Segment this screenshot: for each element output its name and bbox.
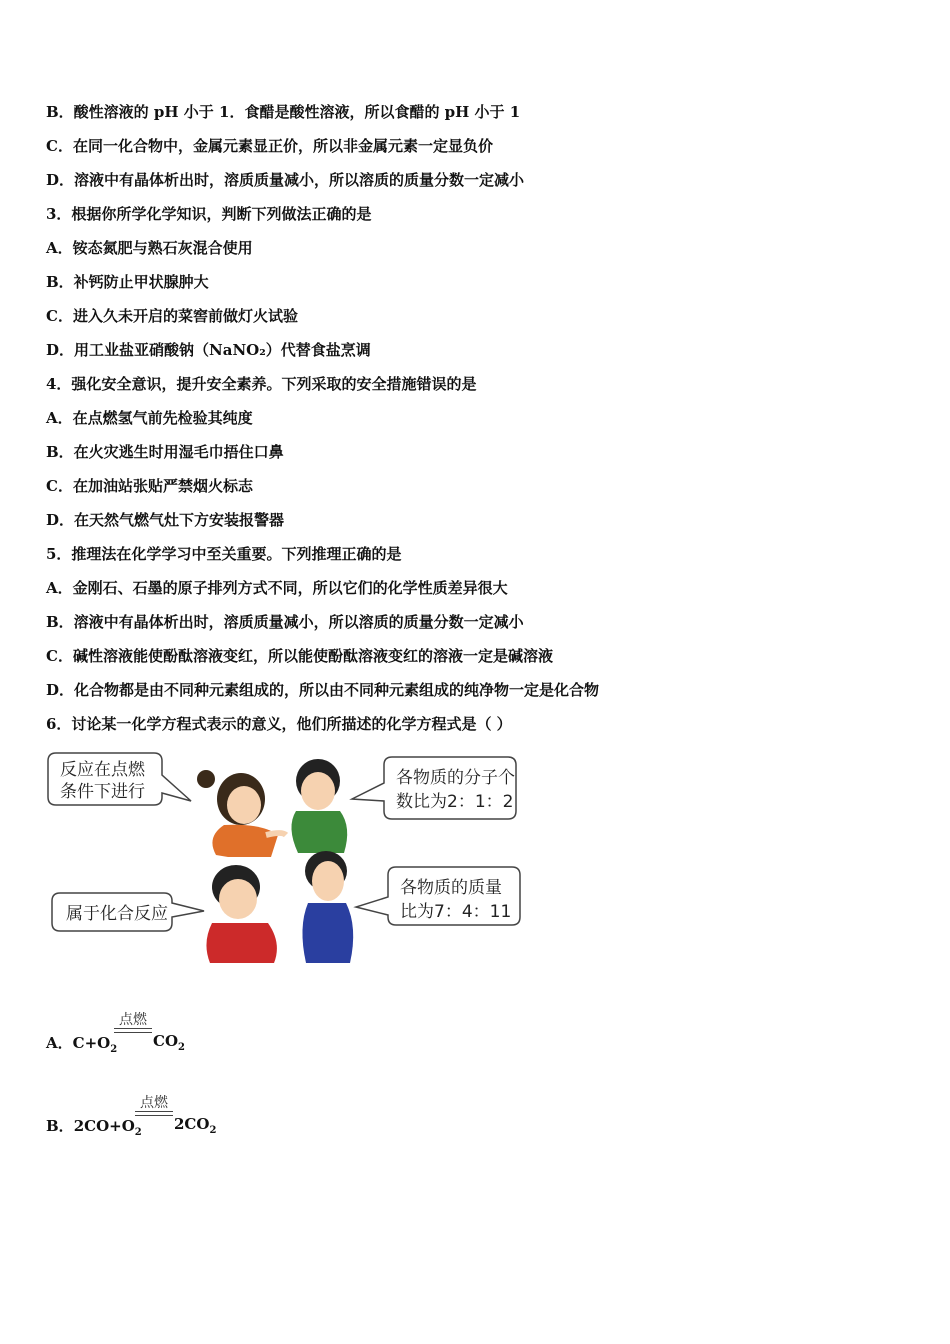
question-stem: 6．讨论某一化学方程式表示的意义，他们所描述的化学方程式是（ ） (46, 715, 512, 733)
option-text: C．碱性溶液能使酚酞溶液变红，所以能使酚酞溶液变红的溶液一定是碱溶液 (46, 647, 553, 665)
bubble-text: 比为7：4：11 (400, 902, 512, 922)
subscript: 2 (178, 1042, 185, 1053)
reactants: 2CO+O (73, 1117, 135, 1135)
reaction-condition: 点燃 (119, 1012, 147, 1028)
option-text: A．铵态氮肥与熟石灰混合使用 (46, 239, 253, 257)
option-text: A．金刚石、石墨的原子排列方式不同，所以它们的化学性质差异很大 (46, 579, 508, 597)
discussion-illustration (46, 747, 532, 969)
bubble-text: 各物质的质量 (400, 878, 502, 898)
option-text: C．在同一化合物中，金属元素显正价，所以非金属元素一定显负价 (46, 137, 493, 155)
option-text: D．在天然气燃气灶下方安装报警器 (46, 511, 285, 529)
bubble-text: 条件下进行 (60, 782, 145, 802)
girl-figure (197, 770, 286, 857)
question-stem: 5．推理法在化学学习中至关重要。下列推理正确的是 (46, 545, 402, 563)
equals-sign (114, 1028, 152, 1033)
option-text: D．溶液中有晶体析出时，溶质质量减小，所以溶质的质量分数一定减小 (46, 171, 525, 189)
reaction-condition: 点燃 (140, 1095, 168, 1111)
speech-bubble-4 (356, 867, 520, 925)
option-text: C．进入久未开启的菜窖前做灯火试验 (46, 307, 298, 325)
option-text: B．补钙防止甲状腺肿大 (46, 273, 209, 291)
subscript: 2 (209, 1125, 217, 1136)
speech-bubble-2 (352, 757, 516, 819)
subscript: 2 (134, 1127, 142, 1138)
question-stem: 3．根据你所学化学知识，判断下列做法正确的是 (46, 205, 372, 223)
subscript: 2 (110, 1044, 118, 1055)
product: 2CO (174, 1115, 210, 1133)
boy-figure-green (291, 759, 347, 853)
boy-figure-red (206, 865, 276, 963)
bubble-text: 数比为2：1：2 (396, 792, 514, 812)
equals-sign (135, 1111, 173, 1116)
option-text: C．在加油站张贴严禁烟火标志 (46, 477, 253, 495)
option-text: D．用工业盐亚硝酸钠（NaNO₂）代替食盐烹调 (46, 341, 371, 359)
bubble-text: 反应在点燃 (60, 760, 145, 780)
bubble-text: 各物质的分子个 (396, 768, 515, 788)
reactants: C+O (72, 1034, 111, 1052)
option-text: D．化合物都是由不同种元素组成的，所以由不同种元素组成的纯净物一定是化合物 (46, 681, 600, 699)
man-figure-blue (302, 851, 353, 963)
option-text: B．在火灾逃生时用湿毛巾捂住口鼻 (46, 443, 284, 461)
option-text: B．溶液中有晶体析出时，溶质质量减小，所以溶质的质量分数一定减小 (46, 613, 524, 631)
speech-bubble-1 (48, 753, 191, 805)
question-stem: 4．强化安全意识，提升安全素养。下列采取的安全措施错误的是 (46, 375, 477, 393)
product: CO (153, 1032, 179, 1050)
option-label: B． (46, 1117, 74, 1135)
option-text: A．在点燃氢气前先检验其纯度 (46, 409, 253, 427)
option-text: B．酸性溶液的 pH 小于 1．食醋是酸性溶液，所以食醋的 pH 小于 1 (46, 103, 521, 121)
bubble-text: 属于化合反应 (66, 904, 168, 924)
option-label: A． (46, 1034, 73, 1052)
speech-bubble-3 (52, 893, 204, 931)
